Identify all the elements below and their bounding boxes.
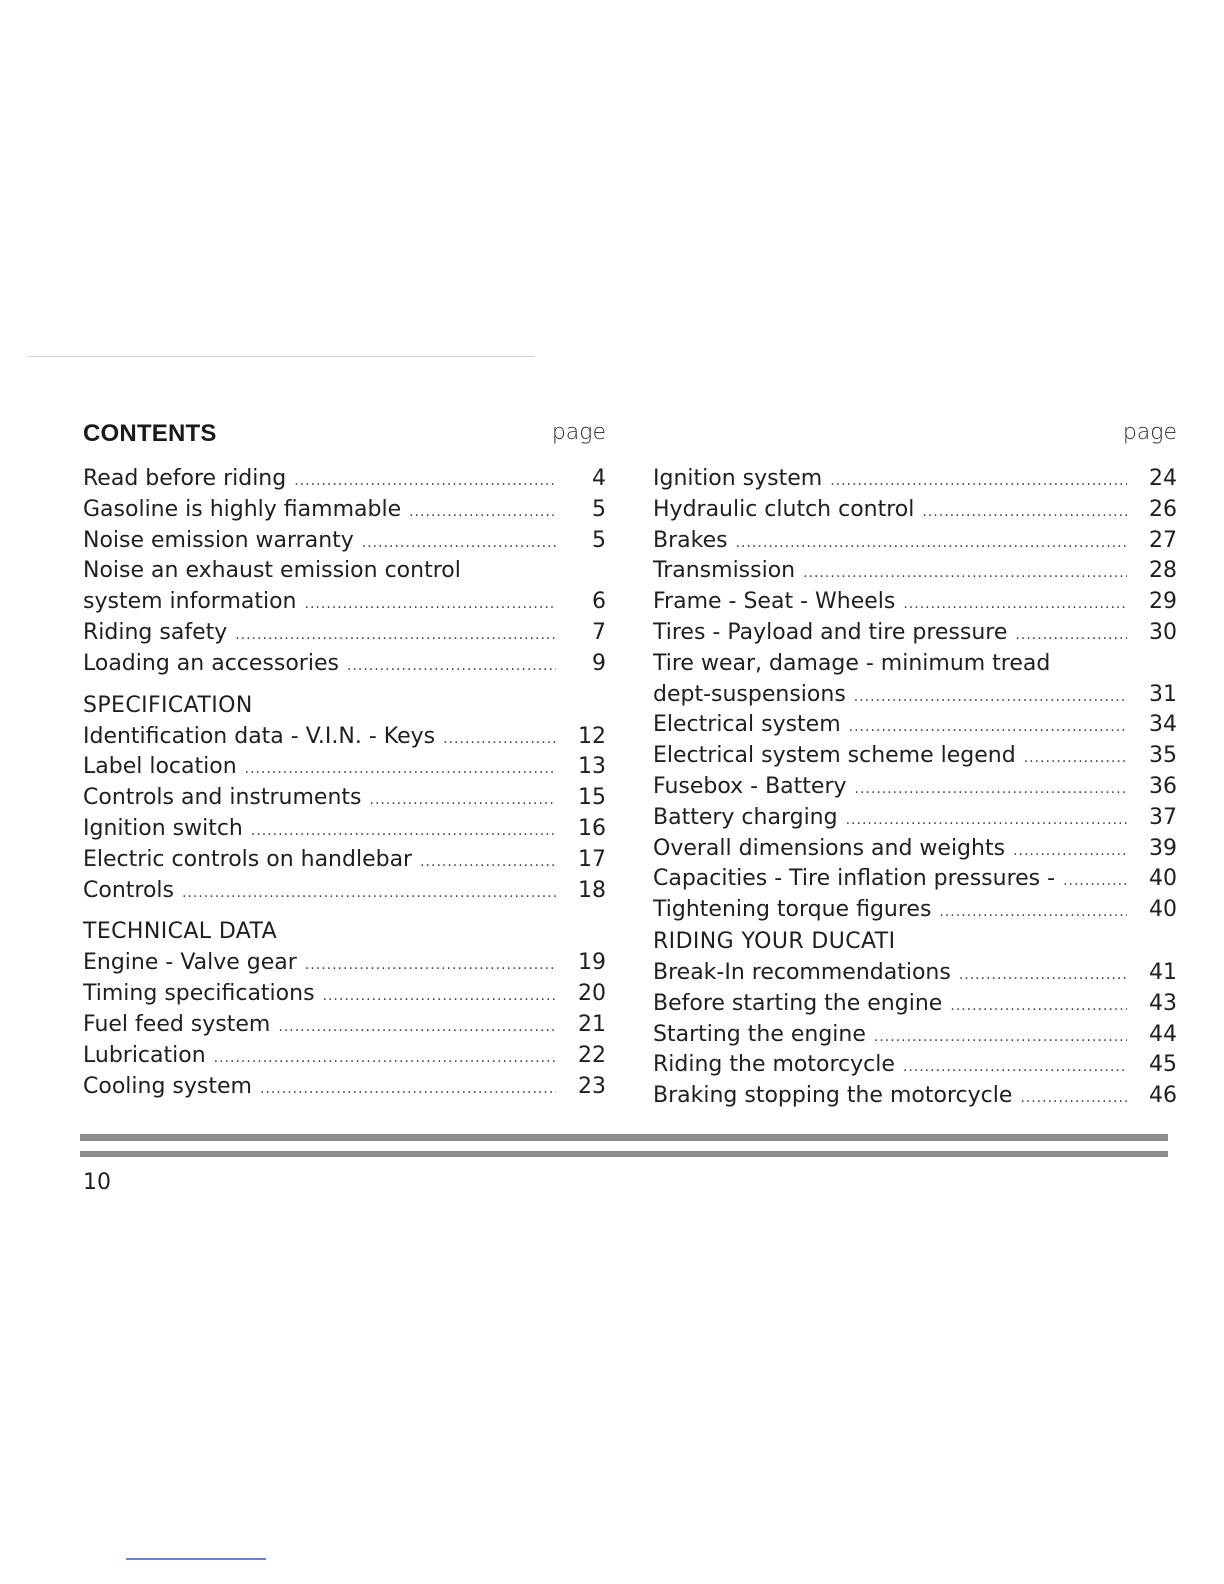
toc-entry-label: Engine - Valve gear xyxy=(83,950,297,976)
toc-entry-label: Cooling system xyxy=(83,1073,252,1099)
toc-entry-label: Riding the motorcycle xyxy=(653,1052,895,1078)
toc-entry-page: 23 xyxy=(578,1073,606,1099)
dot-leader xyxy=(182,878,556,909)
toc-entry-page: 17 xyxy=(578,846,606,872)
intro-entries xyxy=(83,464,606,680)
dot-leader xyxy=(420,847,556,878)
toc-entry-label: Tire wear, damage - minimum tread xyxy=(653,650,1051,676)
toc-entry xyxy=(653,526,1177,557)
general-entries xyxy=(653,464,1177,926)
toc-entry-page: 36 xyxy=(1149,773,1177,799)
toc-entry-label: Controls xyxy=(83,877,174,903)
toc-entry-page: 9 xyxy=(592,650,606,676)
toc-entry-label: Braking stopping the motorcycle xyxy=(653,1083,1013,1109)
toc-entry xyxy=(653,741,1177,772)
toc-entry-page: 20 xyxy=(578,981,606,1007)
toc-entry-label: Lubrication xyxy=(83,1042,206,1068)
toc-entry xyxy=(83,845,606,876)
toc-entry xyxy=(83,722,606,753)
toc-entry-label: Brakes xyxy=(653,527,728,553)
toc-entry-label: Tires - Payload and tire pressure xyxy=(653,619,1008,645)
toc-entry xyxy=(653,772,1177,803)
dot-leader xyxy=(939,897,1127,928)
toc-entry xyxy=(83,464,606,495)
dot-leader xyxy=(1024,743,1127,774)
toc-entry xyxy=(653,649,1177,680)
toc-entry-page: 22 xyxy=(578,1042,606,1068)
toc-entry xyxy=(653,495,1177,526)
toc-entry-label: Before starting the engine xyxy=(653,990,943,1016)
toc-left-header xyxy=(83,418,606,464)
toc-entry xyxy=(653,710,1177,741)
dot-leader xyxy=(854,682,1127,713)
toc-entry xyxy=(653,680,1177,711)
toc-entry-page: 7 xyxy=(592,619,606,645)
contents-title: CONTENTS xyxy=(83,420,217,447)
toc-entry xyxy=(83,495,606,526)
toc-entry xyxy=(653,803,1177,834)
dot-leader xyxy=(959,960,1127,991)
dot-leader xyxy=(950,991,1127,1022)
toc-entry-label: Frame - Seat - Wheels xyxy=(653,589,896,615)
toc-entry-page: 4 xyxy=(592,466,606,491)
toc-entry-label: dept-suspensions xyxy=(653,681,846,707)
toc-entry xyxy=(83,1010,606,1041)
toc-entry-label: Electrical system scheme legend xyxy=(653,743,1016,769)
toc-entry-page: 30 xyxy=(1149,619,1177,645)
toc-entry-page: 41 xyxy=(1149,959,1177,985)
dot-leader xyxy=(855,774,1127,805)
toc-entry-page: 13 xyxy=(578,754,606,780)
toc-entry xyxy=(83,556,606,587)
toc-entry-label: Overall dimensions and weights xyxy=(653,835,1006,861)
toc-entry xyxy=(653,1081,1177,1112)
toc-entry-label: Transmission xyxy=(653,558,796,584)
riding-entries xyxy=(653,958,1177,1112)
dot-leader xyxy=(305,950,556,981)
toc-entry-label: Electric controls on handlebar xyxy=(83,846,413,872)
toc-entry xyxy=(653,864,1177,895)
toc-entry-label: Read before riding xyxy=(83,466,287,491)
toc-right-column xyxy=(653,418,1177,1112)
page-column-label: page xyxy=(1122,420,1177,445)
toc-entry xyxy=(83,876,606,907)
toc-entry-label: Hydraulic clutch control xyxy=(653,496,915,522)
dot-leader xyxy=(370,785,557,816)
toc-entry-label: Riding safety xyxy=(83,619,228,645)
table-of-contents xyxy=(83,418,1177,1128)
dot-leader xyxy=(245,754,556,785)
toc-entry-page: 29 xyxy=(1149,589,1177,615)
toc-entry xyxy=(653,587,1177,618)
toc-entry-page: 28 xyxy=(1149,558,1177,584)
toc-entry-page: 21 xyxy=(578,1011,606,1037)
dot-leader xyxy=(874,1022,1127,1053)
dot-leader xyxy=(323,981,556,1012)
dot-leader xyxy=(849,712,1127,743)
dot-leader xyxy=(1015,620,1127,651)
toc-entry-page: 37 xyxy=(1149,804,1177,830)
dot-leader xyxy=(362,528,556,559)
toc-entry-page: 6 xyxy=(592,589,606,615)
toc-entry-page: 34 xyxy=(1149,712,1177,738)
toc-entry xyxy=(83,526,606,557)
toc-entry-label: Break-In recommendations xyxy=(653,959,951,985)
toc-entry-page: 27 xyxy=(1149,527,1177,553)
toc-entry-label: Timing specifications xyxy=(83,981,315,1007)
toc-entry xyxy=(83,979,606,1010)
toc-entry-page: 5 xyxy=(592,496,606,522)
toc-entry xyxy=(83,649,606,680)
dot-leader xyxy=(260,1074,556,1105)
toc-entry-page: 24 xyxy=(1149,466,1177,491)
dot-leader xyxy=(1063,866,1127,897)
toc-entry-page: 19 xyxy=(578,950,606,976)
toc-entry-label: Fuel feed system xyxy=(83,1011,271,1037)
toc-entry xyxy=(653,464,1177,495)
toc-entry xyxy=(653,1020,1177,1051)
toc-entry-label: Ignition system xyxy=(653,466,823,491)
section-title-specification: SPECIFICATION xyxy=(83,692,253,718)
toc-entry-label: Label location xyxy=(83,754,237,780)
dot-leader xyxy=(1020,1083,1127,1114)
toc-entry-label: Battery charging xyxy=(653,804,838,830)
footnote-rule xyxy=(126,1558,266,1560)
toc-entry-page: 44 xyxy=(1149,1021,1177,1047)
toc-entry xyxy=(83,948,606,979)
toc-entry-label: Controls and instruments xyxy=(83,785,362,811)
dot-leader xyxy=(922,497,1127,528)
toc-entry-page: 45 xyxy=(1149,1052,1177,1078)
toc-entry-page: 5 xyxy=(592,527,606,553)
section-title-technical-data: TECHNICAL DATA xyxy=(83,919,278,945)
dot-leader xyxy=(347,651,556,682)
toc-entry-label: Gasoline is highly fiammable xyxy=(83,496,402,522)
dot-leader xyxy=(294,466,556,497)
dot-leader xyxy=(846,805,1127,836)
toc-entry-page: 26 xyxy=(1149,496,1177,522)
dot-leader xyxy=(251,816,556,847)
toc-entry xyxy=(83,618,606,649)
page-column-label: page xyxy=(551,420,606,445)
toc-entry xyxy=(653,556,1177,587)
toc-entry-page: 40 xyxy=(1149,866,1177,892)
toc-entry xyxy=(653,895,1177,926)
toc-entry-label: Loading an accessories xyxy=(83,650,339,676)
dot-leader xyxy=(443,724,556,755)
technical-entries xyxy=(83,948,606,1102)
toc-entry-label: Noise emission warranty xyxy=(83,527,354,553)
toc-entry-page: 16 xyxy=(578,815,606,841)
toc-entry-page: 40 xyxy=(1149,897,1177,923)
toc-entry xyxy=(83,587,606,618)
toc-entry xyxy=(83,783,606,814)
toc-entry-label: Fusebox - Battery xyxy=(653,773,847,799)
dot-leader xyxy=(736,528,1127,559)
dot-leader xyxy=(305,589,556,620)
toc-entry-page: 15 xyxy=(578,785,606,811)
toc-entry xyxy=(653,618,1177,649)
toc-entry-page: 43 xyxy=(1149,990,1177,1016)
toc-entry xyxy=(83,752,606,783)
section-title-riding: RIDING YOUR DUCATI xyxy=(653,928,896,954)
toc-entry xyxy=(653,1050,1177,1081)
toc-entry-label: Starting the engine xyxy=(653,1021,866,1047)
toc-entry-page: 39 xyxy=(1149,835,1177,861)
bottom-divider-bar-lower xyxy=(80,1151,1168,1157)
toc-entry xyxy=(653,958,1177,989)
dot-leader xyxy=(214,1043,556,1074)
toc-entry-page: 18 xyxy=(578,877,606,903)
toc-entry-label: Tightening torque figures xyxy=(653,897,932,923)
top-divider xyxy=(28,356,534,357)
specification-entries xyxy=(83,722,606,907)
toc-entry-label: Electrical system xyxy=(653,712,841,738)
dot-leader xyxy=(830,466,1127,497)
toc-entry-page: 35 xyxy=(1149,743,1177,769)
dot-leader xyxy=(278,1012,556,1043)
dot-leader xyxy=(903,589,1127,620)
dot-leader xyxy=(235,620,556,651)
toc-right-header xyxy=(653,418,1177,464)
dot-leader xyxy=(1013,836,1127,867)
dot-leader xyxy=(803,558,1127,589)
toc-entry xyxy=(653,989,1177,1020)
toc-entry xyxy=(83,1041,606,1072)
toc-entry-label: Ignition switch xyxy=(83,815,243,841)
toc-entry-label: Noise an exhaust emission control xyxy=(83,558,461,584)
toc-entry xyxy=(83,1072,606,1103)
toc-left-column xyxy=(83,418,606,1102)
bottom-divider-bar xyxy=(80,1134,1168,1141)
toc-entry-page: 31 xyxy=(1149,681,1177,707)
toc-entry-label: system information xyxy=(83,589,297,615)
dot-leader xyxy=(409,497,556,528)
toc-entry-label: Identification data - V.I.N. - Keys xyxy=(83,723,436,749)
toc-entry xyxy=(83,814,606,845)
toc-entry-page: 12 xyxy=(578,723,606,749)
toc-entry-page: 46 xyxy=(1149,1083,1177,1109)
page-number: 10 xyxy=(83,1170,111,1195)
toc-entry xyxy=(653,834,1177,865)
dot-leader xyxy=(903,1052,1127,1083)
toc-entry-label: Capacities - Tire inflation pressures - xyxy=(653,866,1056,892)
